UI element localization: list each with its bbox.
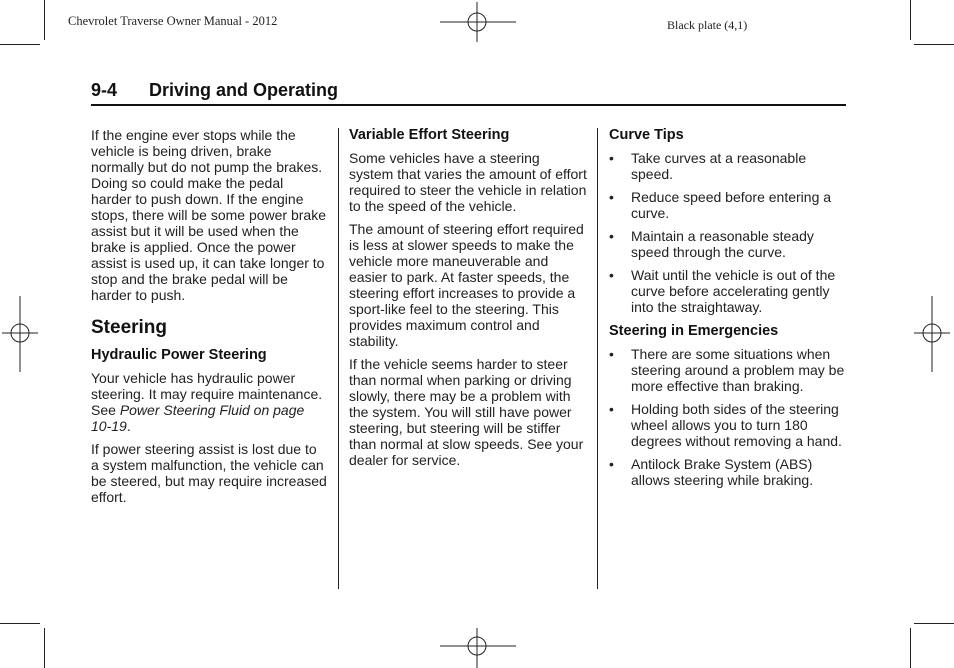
crop-mark <box>0 623 40 624</box>
hydraulic-heading: Hydraulic Power Steering <box>91 347 267 363</box>
crop-mark <box>0 44 40 45</box>
column-1 <box>91 127 327 512</box>
assist-lost-paragraph: If power steering assist is lost due to a system malfunction, the vehicle can be steered, but may require increased effort. <box>91 441 327 505</box>
section-number: 9-4 <box>91 80 118 100</box>
steering-heading: Steering <box>91 317 168 338</box>
cross-reference-link[interactable]: Power Steering Fluid on page 10-19 <box>91 402 305 434</box>
list-item: • Take curves at a reasonable speed. <box>609 150 807 182</box>
bullet-icon: • <box>609 228 614 244</box>
list-item: • Wait until the vehicle is out of the curve before accelerating gently into the straightaway. <box>609 267 836 315</box>
hydraulic-end: . <box>126 418 131 434</box>
crop-mark <box>44 0 45 40</box>
bullet-icon: • <box>609 189 614 205</box>
bullet-icon: • <box>609 346 614 362</box>
emergencies-list <box>609 346 849 488</box>
registration-mark-icon <box>440 2 516 42</box>
bullet-icon: • <box>609 150 614 166</box>
hydraulic-text: Your vehicle has hydraulic power steering. It may require maintenance. See <box>91 370 323 418</box>
curve-tips-list <box>609 150 849 315</box>
list-item: • Antilock Brake System (ABS) allows steering while braking. <box>609 456 814 488</box>
column-divider <box>597 128 598 589</box>
variable-effort-paragraph-3: If the vehicle seems harder to steer than normal when parking or driving slowly, there may be a problem with the system. You will still have power steering, but steering will be stiffer than normal at slow speeds. See your dealer for service. <box>349 356 584 468</box>
manual-title: Chevrolet Traverse Owner Manual - 2012 <box>68 14 278 28</box>
bullet-icon: • <box>609 456 614 472</box>
crop-mark <box>914 44 954 45</box>
crop-mark <box>914 623 954 624</box>
bullet-icon: • <box>609 267 614 283</box>
list-item: • Reduce speed before entering a curve. <box>609 189 832 221</box>
column-2 <box>349 127 587 475</box>
column-divider <box>338 128 339 589</box>
variable-effort-heading: Variable Effort Steering <box>349 127 510 143</box>
bullet-icon: • <box>609 401 614 417</box>
list-item: • Holding both sides of the steering wheel allows you to turn 180 degrees without removing a hand. <box>609 401 842 449</box>
registration-mark-icon <box>2 296 38 372</box>
hydraulic-paragraph <box>91 370 327 434</box>
variable-effort-paragraph-2: The amount of steering effort required is less at slower speeds to make the vehicle more maneuverable and easier to park. At faster speeds, the steering effort increases to provide a sport-like feel to the steering. This provides maximum control and stability. <box>349 221 584 349</box>
registration-mark-icon <box>440 628 516 668</box>
crop-mark <box>910 0 911 40</box>
crop-mark <box>44 628 45 668</box>
brake-paragraph: If the engine ever stops while the vehicle is being driven, brake normally but do not pump the brakes. Doing so could make the pedal harder to push down. If the engine stops, there will be some power brake assist but it will be used when the brake is applied. Once the power assist is used up, it can take longer to stop and the brake pedal will be harder to push. <box>91 127 326 303</box>
registration-mark-icon <box>914 296 950 372</box>
section-heading <box>91 80 846 106</box>
list-item: • There are some situations when steering around a problem may be more effective than braking. <box>609 346 845 394</box>
section-title: Driving and Operating <box>149 80 339 100</box>
variable-effort-paragraph-1: Some vehicles have a steering system that varies the amount of effort required to steer the vehicle in relation to the speed of the vehicle. <box>349 150 587 214</box>
plate-label: Black plate (4,1) <box>667 18 748 32</box>
crop-mark <box>910 628 911 668</box>
column-3 <box>609 127 849 496</box>
list-item: • Maintain a reasonable steady speed through the curve. <box>609 228 814 260</box>
curve-tips-heading: Curve Tips <box>609 127 684 143</box>
emergencies-heading: Steering in Emergencies <box>609 323 779 339</box>
